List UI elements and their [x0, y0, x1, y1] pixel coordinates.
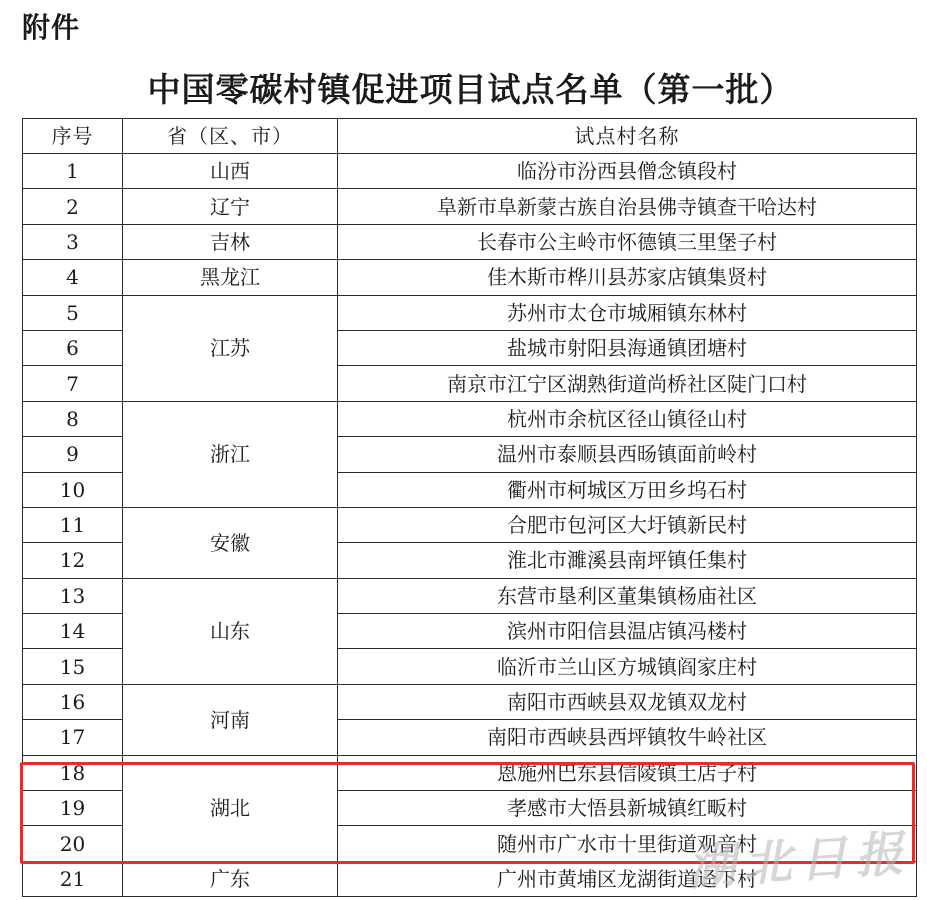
village-name-cell: 衢州市柯城区万田乡坞石村: [338, 472, 917, 507]
table-row: [23, 260, 917, 295]
watermark-logo: 湖北日报: [685, 825, 913, 897]
village-name-cell: 南阳市西峡县西坪镇牧牛岭社区: [338, 720, 917, 755]
column-header-province: 省（区、市）: [123, 119, 338, 154]
table-row: [23, 224, 917, 259]
village-name-cell: 南阳市西峡县双龙镇双龙村: [338, 684, 917, 719]
village-name-cell: 临沂市兰山区方城镇阎家庄村: [338, 649, 917, 684]
row-number-cell: 7: [23, 366, 123, 401]
village-name-cell: 苏州市太仓市城厢镇东林村: [338, 295, 917, 330]
village-name-cell: 临汾市汾西县僧念镇段村: [338, 154, 917, 189]
table-row: [23, 189, 917, 224]
column-header-village: 试点村名称: [338, 119, 917, 154]
village-name-cell: 长春市公主岭市怀德镇三里堡子村: [338, 224, 917, 259]
table-row: [23, 401, 917, 436]
village-name-cell: 阜新市阜新蒙古族自治县佛寺镇查干哈达村: [338, 189, 917, 224]
village-name-cell: 孝感市大悟县新城镇红畈村: [338, 791, 917, 826]
province-cell: 吉林: [123, 224, 338, 259]
village-name-cell: 广州市黄埔区龙湖街道迳下村: [338, 861, 917, 896]
table-row: [23, 507, 917, 542]
row-number-cell: 9: [23, 437, 123, 472]
province-cell: 山西: [123, 154, 338, 189]
column-header-number: 序号: [23, 119, 123, 154]
row-number-cell: 18: [23, 755, 123, 790]
province-cell: 山东: [123, 578, 338, 684]
row-number-cell: 15: [23, 649, 123, 684]
attachment-label: 附件: [22, 11, 81, 44]
table-header-row: [23, 119, 917, 154]
row-number-cell: 14: [23, 614, 123, 649]
village-name-cell: 随州市广水市十里街道观音村: [338, 826, 917, 861]
province-cell: 黑龙江: [123, 260, 338, 295]
table-row: [23, 578, 917, 613]
row-number-cell: 8: [23, 401, 123, 436]
village-name-cell: 恩施州巴东县信陵镇土店子村: [338, 755, 917, 790]
table-body: [23, 154, 917, 897]
document-title: 中国零碳村镇促进项目试点名单（第一批）: [147, 70, 794, 109]
row-number-cell: 3: [23, 224, 123, 259]
row-number-cell: 1: [23, 154, 123, 189]
table-row: [23, 295, 917, 330]
village-name-cell: 东营市垦利区董集镇杨庙社区: [338, 578, 917, 613]
village-name-cell: 合肥市包河区大圩镇新民村: [338, 507, 917, 542]
province-cell: 江苏: [123, 295, 338, 401]
row-number-cell: 17: [23, 720, 123, 755]
row-number-cell: 4: [23, 260, 123, 295]
village-name-cell: 南京市江宁区湖熟街道尚桥社区陡门口村: [338, 366, 917, 401]
province-cell: 辽宁: [123, 189, 338, 224]
table-row: [23, 684, 917, 719]
village-name-cell: 淮北市濉溪县南坪镇任集村: [338, 543, 917, 578]
province-cell: 河南: [123, 684, 338, 755]
row-number-cell: 20: [23, 826, 123, 861]
table-row: [23, 755, 917, 790]
province-cell: 安徽: [123, 507, 338, 578]
row-number-cell: 12: [23, 543, 123, 578]
row-number-cell: 13: [23, 578, 123, 613]
row-number-cell: 11: [23, 507, 123, 542]
village-name-cell: 滨州市阳信县温店镇冯楼村: [338, 614, 917, 649]
province-cell: 广东: [123, 861, 338, 896]
row-number-cell: 21: [23, 861, 123, 896]
province-cell: 浙江: [123, 401, 338, 507]
row-number-cell: 2: [23, 189, 123, 224]
pilot-village-table: [22, 118, 917, 897]
village-name-cell: 温州市泰顺县西旸镇面前岭村: [338, 437, 917, 472]
row-number-cell: 10: [23, 472, 123, 507]
row-number-cell: 5: [23, 295, 123, 330]
province-cell: 湖北: [123, 755, 338, 861]
village-name-cell: 杭州市余杭区径山镇径山村: [338, 401, 917, 436]
table-row: [23, 154, 917, 189]
village-name-cell: 佳木斯市桦川县苏家店镇集贤村: [338, 260, 917, 295]
table-row: [23, 861, 917, 896]
row-number-cell: 19: [23, 791, 123, 826]
row-number-cell: 16: [23, 684, 123, 719]
village-name-cell: 盐城市射阳县海通镇团塘村: [338, 330, 917, 365]
row-number-cell: 6: [23, 330, 123, 365]
